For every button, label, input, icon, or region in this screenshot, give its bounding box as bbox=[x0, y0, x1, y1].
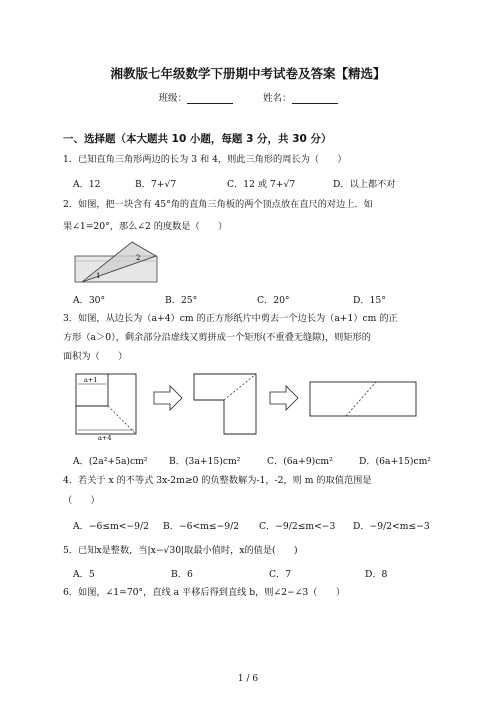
angle-1-label: 1 bbox=[96, 272, 101, 280]
q1-option-c: C．12 或 7+√7 bbox=[227, 179, 296, 190]
q3-option-b: B．(3a+15)cm² bbox=[169, 456, 241, 467]
page-number: 1 / 6 bbox=[237, 674, 259, 684]
rectangle-dashed-line bbox=[346, 382, 376, 416]
name-blank bbox=[292, 93, 338, 104]
q5-option-d: D．8 bbox=[365, 569, 388, 580]
q3-option-d: D．(6a+15)cm² bbox=[359, 456, 431, 467]
result-rectangle bbox=[310, 382, 416, 416]
q1-option-b: B．7+√7 bbox=[135, 179, 177, 190]
ruler-triangle-figure bbox=[74, 236, 162, 286]
big-side-label: a+4 bbox=[98, 434, 112, 442]
l-shape bbox=[194, 374, 256, 434]
q2-option-a: A．30° bbox=[73, 295, 106, 306]
student-info-line bbox=[0, 90, 496, 104]
q3-option-c: C．(6a+9)cm² bbox=[267, 456, 333, 467]
paper-cutting-figure bbox=[70, 370, 420, 442]
q5-option-c: C．7 bbox=[269, 569, 292, 580]
arrow-1 bbox=[154, 386, 182, 410]
q2-option-c: C．20° bbox=[257, 295, 290, 306]
name-label: 姓名： bbox=[263, 93, 292, 104]
question-2-line2: 果∠1=20°，那么∠2 的度数是（ ） bbox=[63, 221, 228, 232]
q4-option-a: A．−6≤m<−9/2 bbox=[73, 521, 149, 532]
q1-option-d: D．以上都不对 bbox=[333, 179, 396, 190]
q4-option-c: C．−9/2≤m<−3 bbox=[259, 521, 336, 532]
question-4-line1: 4．若关于 x 的不等式 3x-2m≥0 的负整数解为-1，-2，则 m 的取值范围是 bbox=[63, 475, 372, 486]
angle-2-label: 2 bbox=[136, 254, 141, 262]
q4-option-b: B．−6<m≤−9/2 bbox=[163, 521, 240, 532]
q1-option-a: A．12 bbox=[73, 179, 101, 190]
q3-option-a: A．(2a²+5a)cm² bbox=[73, 456, 148, 467]
small-side-label: a+1 bbox=[84, 376, 98, 384]
l-shape-dashed-line bbox=[224, 374, 256, 400]
question-1-stem: 1．已知直角三角形两边的长为 3 和 4，则此三角形的周长为（ ） bbox=[63, 154, 347, 165]
question-6-stem: 6．如图，∠1=70°，直线 a 平移后得到直线 b，则∠2−∠3（ ） bbox=[63, 587, 346, 598]
question-3-line3: 面积为（ ） bbox=[63, 351, 128, 362]
class-blank bbox=[187, 93, 233, 104]
q2-option-d: D．15° bbox=[353, 295, 386, 306]
question-5-stem: 5．已知x是整数，当|x−√30|取最小值时，x的值是( ) bbox=[63, 545, 298, 556]
class-label: 班级： bbox=[158, 93, 187, 104]
q4-option-d: D．−9/2<m≤−3 bbox=[353, 521, 430, 532]
question-3-line1: 3．如图，从边长为（a+4）cm 的正方形纸片中剪去一个边长为（a+1）cm 的正 bbox=[63, 313, 398, 324]
arrow-2 bbox=[270, 386, 298, 410]
q5-option-b: B．6 bbox=[171, 569, 193, 580]
q2-option-b: B．25° bbox=[165, 295, 198, 306]
question-2-line1: 2．如图，把一块含有 45°角的直角三角板的两个顶点放在直尺的对边上．如 bbox=[63, 199, 373, 210]
question-3-line2: 方形（a＞0），剩余部分沿虚线又剪拼成一个矩形(不重叠无缝隙)，则矩形的 bbox=[63, 332, 371, 343]
q5-option-a: A．5 bbox=[73, 569, 95, 580]
page-title: 湘教版七年级数学下册期中考试卷及答案【精选】 bbox=[110, 66, 386, 81]
question-4-line2: （ ） bbox=[63, 495, 100, 506]
section-heading: 一、选择题（本大题共 10 小题，每题 3 分，共 30 分） bbox=[63, 133, 332, 145]
